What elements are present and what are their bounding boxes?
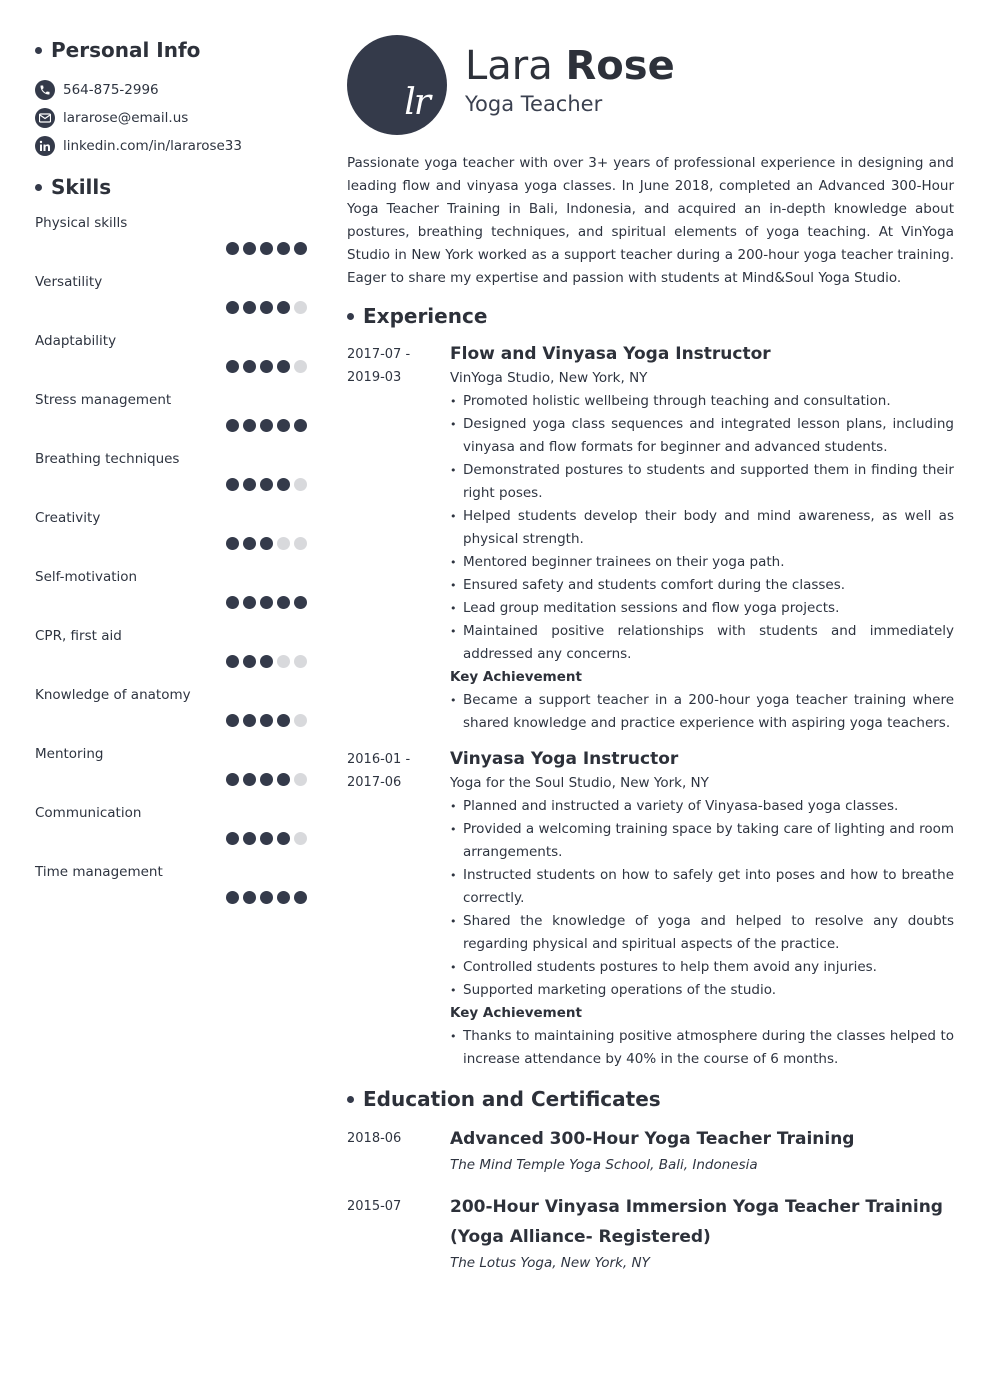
contact-phone[interactable] <box>35 76 307 104</box>
job-title: Yoga Teacher <box>465 92 603 116</box>
rating-dot-filled-icon <box>260 596 273 609</box>
list-item: • Designed yoga class sequences and integrated lesson plans, including vinyasa and flow formats for beginner and advanced students. <box>450 413 954 459</box>
job-company: VinYoga Studio, New York, NY <box>450 370 648 386</box>
education-heading: Education and Certificates <box>347 1087 954 1111</box>
rating-dot-filled-icon <box>260 891 273 904</box>
rating-dot-filled-icon <box>226 242 239 255</box>
skill-item <box>35 628 307 687</box>
bullet-dot-icon <box>35 184 42 191</box>
rating-dot-empty-icon <box>277 655 290 668</box>
skill-name: Self-motivation <box>35 569 138 585</box>
skill-item <box>35 392 307 451</box>
rating-dot-empty-icon <box>277 537 290 550</box>
rating-dot-filled-icon <box>277 360 290 373</box>
skill-rating <box>226 773 307 786</box>
rating-dot-filled-icon <box>277 714 290 727</box>
list-item: • Helped students develop their body and mind awareness, as well as physical strength. <box>450 505 954 551</box>
skill-name: Communication <box>35 805 142 821</box>
rating-dot-empty-icon <box>294 773 307 786</box>
rating-dot-filled-icon <box>226 714 239 727</box>
main-content <box>347 35 954 1275</box>
phone-text: 564-875-2996 <box>63 82 159 98</box>
skill-name: Breathing techniques <box>35 451 180 467</box>
skill-name: Creativity <box>35 510 101 526</box>
skill-item <box>35 274 307 333</box>
summary-paragraph: Passionate yoga teacher with over 3+ years of professional experience in designing and leading flow and vinyasa yoga classes. In June 2018, completed an Advanced 300-Hour Yoga Teacher Training in Bali, Indonesia, and acquired an in-depth knowledge about postures, breathing techniques, and spiritual elements of yoga teaching. At VinYoga Studio in New York worked as a support teacher during a 200-hour yoga teacher training. Eager to share my expertise and passion with students at Mind&Soul Yoga Studio. <box>347 155 954 286</box>
rating-dot-filled-icon <box>260 301 273 314</box>
experience-dates <box>347 746 450 1071</box>
skill-rating <box>226 891 307 904</box>
list-item: • Shared the knowledge of yoga and helped to resolve any doubts regarding physical and spiritual aspects of the practice. <box>450 910 954 956</box>
rating-dot-filled-icon <box>277 832 290 845</box>
date-end: 2019-03 <box>347 370 402 385</box>
bullet-dot-icon <box>347 313 354 320</box>
personal-info-heading: Personal Info <box>35 38 307 62</box>
list-item: • Promoted holistic wellbeing through teaching and consultation. <box>450 390 954 413</box>
rating-dot-filled-icon <box>260 655 273 668</box>
education-date: 2018-06 <box>347 1131 402 1146</box>
last-name: Rose <box>565 43 675 89</box>
left-sidebar <box>35 38 307 923</box>
skill-name: Versatility <box>35 274 103 290</box>
experience-dates <box>347 341 450 735</box>
rating-dot-filled-icon <box>226 360 239 373</box>
list-item: • Lead group meditation sessions and flow yoga projects. <box>450 597 954 620</box>
list-item: • Maintained positive relationships with students and immediately addressed any concerns. <box>450 620 954 666</box>
rating-dot-filled-icon <box>226 301 239 314</box>
skill-item <box>35 451 307 510</box>
job-role: Vinyasa Yoga Instructor <box>450 749 679 769</box>
skill-rating <box>226 596 307 609</box>
rating-dot-empty-icon <box>294 478 307 491</box>
skill-rating <box>226 655 307 668</box>
rating-dot-filled-icon <box>260 478 273 491</box>
education-list <box>347 1124 954 1275</box>
list-item: • Supported marketing operations of the studio. <box>450 979 954 1002</box>
skill-rating <box>226 360 307 373</box>
rating-dot-filled-icon <box>226 832 239 845</box>
skill-item <box>35 746 307 805</box>
skill-rating <box>226 714 307 727</box>
list-item: • Became a support teacher in a 200-hour yoga teacher training where shared knowledge and practice experience with aspiring yoga teachers. <box>450 689 954 735</box>
date-start: 2017-07 - <box>347 347 411 362</box>
skills-heading: Skills <box>35 175 307 199</box>
skill-name: Time management <box>35 864 163 880</box>
skill-rating <box>226 301 307 314</box>
job-bullets <box>450 390 954 666</box>
rating-dot-filled-icon <box>260 242 273 255</box>
bullet-dot-icon <box>347 1096 354 1103</box>
rating-dot-filled-icon <box>243 655 256 668</box>
rating-dot-filled-icon <box>260 419 273 432</box>
rating-dot-filled-icon <box>243 419 256 432</box>
list-item: • Provided a welcoming training space by taking care of lighting and room arrangements. <box>450 818 954 864</box>
experience-body <box>450 341 954 735</box>
rating-dot-filled-icon <box>260 773 273 786</box>
skill-rating <box>226 419 307 432</box>
skill-item <box>35 215 307 274</box>
rating-dot-filled-icon <box>294 419 307 432</box>
skill-name: Knowledge of anatomy <box>35 687 191 703</box>
education-date: 2015-07 <box>347 1199 402 1214</box>
rating-dot-filled-icon <box>260 832 273 845</box>
skill-name: Stress management <box>35 392 172 408</box>
rating-dot-filled-icon <box>277 242 290 255</box>
rating-dot-filled-icon <box>277 891 290 904</box>
experience-list <box>347 341 954 1071</box>
rating-dot-filled-icon <box>243 301 256 314</box>
experience-entry <box>347 341 954 735</box>
experience-entry <box>347 746 954 1071</box>
monogram-avatar <box>347 35 447 135</box>
rating-dot-filled-icon <box>226 537 239 550</box>
rating-dot-filled-icon <box>243 773 256 786</box>
key-achievement-bullets <box>450 1025 954 1071</box>
education-body <box>450 1192 954 1275</box>
rating-dot-filled-icon <box>243 537 256 550</box>
linkedin-text: linkedin.com/in/lararose33 <box>63 138 242 154</box>
experience-heading: Experience <box>347 304 954 328</box>
rating-dot-filled-icon <box>226 773 239 786</box>
rating-dot-filled-icon <box>226 419 239 432</box>
rating-dot-filled-icon <box>277 478 290 491</box>
rating-dot-filled-icon <box>277 596 290 609</box>
list-item: • Controlled students postures to help them avoid any injuries. <box>450 956 954 979</box>
rating-dot-empty-icon <box>294 537 307 550</box>
list-item: • Planned and instructed a variety of Vinyasa-based yoga classes. <box>450 795 954 818</box>
skill-item <box>35 510 307 569</box>
skill-name: Physical skills <box>35 215 128 231</box>
skill-item <box>35 569 307 628</box>
rating-dot-empty-icon <box>294 301 307 314</box>
list-item: • Instructed students on how to safely get into poses and how to breathe correctly. <box>450 864 954 910</box>
education-entry <box>347 1192 954 1275</box>
rating-dot-filled-icon <box>277 301 290 314</box>
phone-icon <box>35 80 55 100</box>
rating-dot-filled-icon <box>243 714 256 727</box>
skill-rating <box>226 478 307 491</box>
rating-dot-filled-icon <box>294 891 307 904</box>
rating-dot-filled-icon <box>243 360 256 373</box>
rating-dot-filled-icon <box>243 891 256 904</box>
rating-dot-filled-icon <box>260 360 273 373</box>
monogram-initials: lr <box>404 82 429 123</box>
date-end: 2017-06 <box>347 775 402 790</box>
rating-dot-filled-icon <box>226 596 239 609</box>
skill-item <box>35 687 307 746</box>
education-title: Advanced 300-Hour Yoga Teacher Training <box>450 1129 855 1149</box>
key-achievement-label: Key Achievement <box>450 1005 582 1021</box>
skill-list <box>35 215 307 923</box>
rating-dot-filled-icon <box>260 537 273 550</box>
rating-dot-filled-icon <box>226 655 239 668</box>
skill-item <box>35 864 307 923</box>
email-text: lararose@email.us <box>63 110 189 126</box>
skill-name: Mentoring <box>35 746 104 762</box>
skill-item <box>35 805 307 864</box>
rating-dot-filled-icon <box>243 596 256 609</box>
education-body <box>450 1124 954 1177</box>
rating-dot-filled-icon <box>243 242 256 255</box>
rating-dot-empty-icon <box>294 714 307 727</box>
full-name <box>465 44 675 88</box>
rating-dot-empty-icon <box>294 655 307 668</box>
education-title: 200-Hour Vinyasa Immersion Yoga Teacher Training (Yoga Alliance- Registered) <box>450 1197 943 1247</box>
education-school: The Mind Temple Yoga School, Bali, Indonesia <box>450 1157 758 1173</box>
skill-rating <box>226 832 307 845</box>
rating-dot-filled-icon <box>260 714 273 727</box>
list-item: • Thanks to maintaining positive atmosphere during the classes helped to increase attendance by 40% in the course of 6 months. <box>450 1025 954 1071</box>
job-role: Flow and Vinyasa Yoga Instructor <box>450 344 771 364</box>
rating-dot-filled-icon <box>243 832 256 845</box>
rating-dot-filled-icon <box>294 242 307 255</box>
first-name: Lara <box>465 43 553 89</box>
education-entry <box>347 1124 954 1177</box>
job-bullets <box>450 795 954 1002</box>
contact-linkedin[interactable] <box>35 132 307 160</box>
skill-rating <box>226 537 307 550</box>
name-block <box>465 44 675 116</box>
rating-dot-filled-icon <box>277 773 290 786</box>
list-item: • Mentored beginner trainees on their yoga path. <box>450 551 954 574</box>
job-company: Yoga for the Soul Studio, New York, NY <box>450 775 709 791</box>
rating-dot-empty-icon <box>294 360 307 373</box>
rating-dot-filled-icon <box>226 478 239 491</box>
skill-name: CPR, first aid <box>35 628 122 644</box>
skill-name: Adaptability <box>35 333 117 349</box>
key-achievement-bullets <box>450 689 954 735</box>
resume-header <box>347 35 954 135</box>
list-item: • Ensured safety and students comfort during the classes. <box>450 574 954 597</box>
list-item: • Demonstrated postures to students and supported them in finding their right poses. <box>450 459 954 505</box>
rating-dot-filled-icon <box>226 891 239 904</box>
bullet-dot-icon <box>35 47 42 54</box>
experience-body <box>450 746 954 1071</box>
key-achievement-label: Key Achievement <box>450 669 582 685</box>
contact-email[interactable] <box>35 104 307 132</box>
rating-dot-filled-icon <box>277 419 290 432</box>
rating-dot-empty-icon <box>294 832 307 845</box>
envelope-icon <box>35 108 55 128</box>
education-school: The Lotus Yoga, New York, NY <box>450 1255 650 1271</box>
skill-item <box>35 333 307 392</box>
rating-dot-filled-icon <box>294 596 307 609</box>
date-start: 2016-01 - <box>347 752 411 767</box>
skill-rating <box>226 242 307 255</box>
contact-list <box>35 76 307 160</box>
linkedin-icon <box>35 136 55 156</box>
rating-dot-filled-icon <box>243 478 256 491</box>
